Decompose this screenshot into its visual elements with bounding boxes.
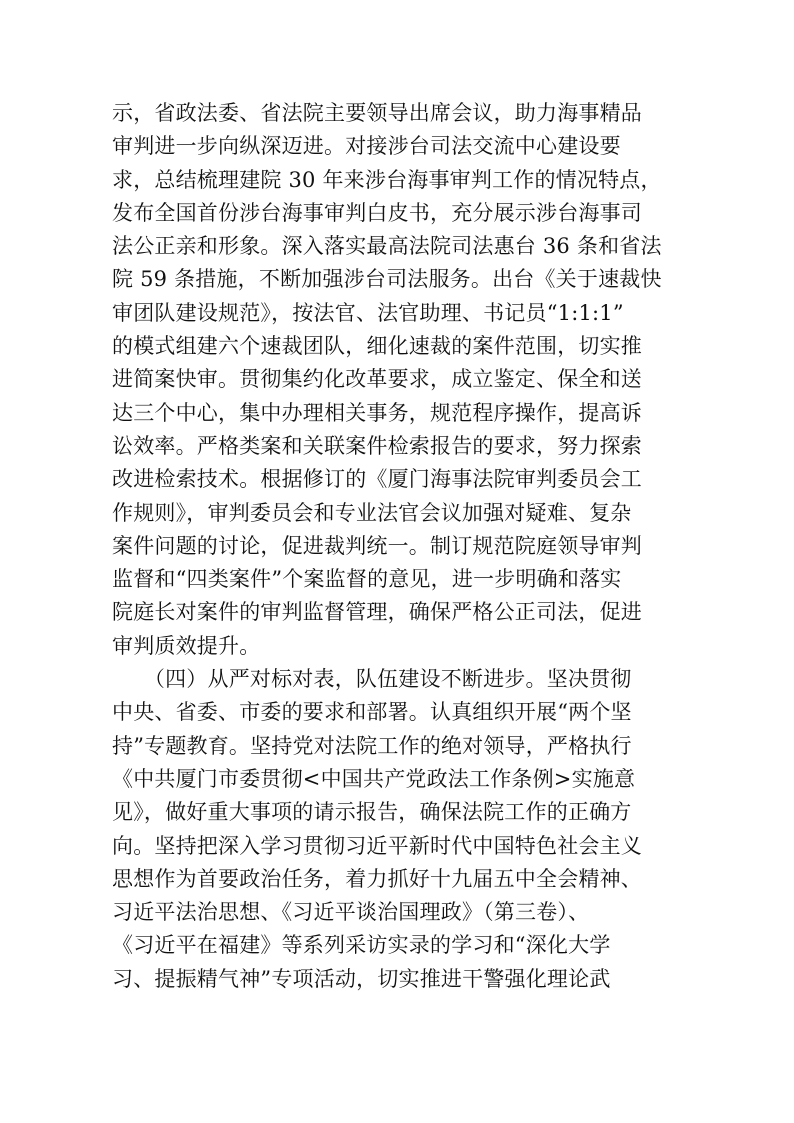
text-line: 向。坚持把深入学习贯彻习近平新时代中国特色社会主义: [112, 833, 642, 858]
text-line: 中央、省委、市委的要求和部署。认真组织开展“两个坚: [112, 700, 632, 725]
text-line: 法公正亲和形象。深入落实最高法院司法惠台 36 条和省法: [112, 234, 662, 259]
text-line: 审判进一步向纵深迈进。对接涉台司法交流中心建设要: [112, 134, 621, 159]
text-line: 院庭长对案件的审判监督管理，确保严格公正司法，促进: [112, 600, 642, 625]
text-line: 的模式组建六个速裁团队，细化速裁的案件范围，切实推: [112, 334, 642, 359]
text-line: 讼效率。严格类案和关联案件检索报告的要求，努力探索: [112, 433, 642, 458]
text-line: 院 59 条措施，不断加强涉台司法服务。出台《关于速裁快: [112, 267, 662, 292]
text-line: 改进检索技术。根据修订的《厦门海事法院审判委员会工: [112, 467, 642, 492]
text-line: 作规则》，审判委员会和专业法官会议加强对疑难、复杂: [112, 500, 632, 525]
text-line: 达三个中心，集中办理相关事务，规范程序操作，提高诉: [112, 400, 642, 425]
text-line: 见》，做好重大事项的请示报告，确保法院工作的正确方: [112, 800, 632, 825]
body-text: [112, 97, 682, 996]
text-line: 审判质效提升。: [112, 633, 261, 658]
text-line: 示，省政法委、省法院主要领导出席会议，助力海事精品: [112, 101, 642, 125]
text-line: 案件问题的讨论，促进裁判统一。制订规范院庭领导审判: [112, 533, 642, 558]
text-line: 习、提振精气神”专项活动，切实推进干警强化理论武: [112, 966, 611, 991]
text-line: 《习近平在福建》等系列采访实录的学习和“深化大学: [112, 933, 611, 958]
text-line: 持”专题教育。坚持党对法院工作的绝对领导，严格执行: [112, 733, 632, 758]
text-line: 思想作为首要政治任务，着力抓好十九届五中全会精神、: [112, 866, 642, 891]
text-line: 习近平法治思想、《习近平谈治国理政》（第三卷）、: [112, 900, 590, 925]
section-heading-line: （四）从严对标对表，队伍建设不断进步。坚决贯彻: [112, 667, 632, 692]
text-line: 《中共厦门市委贯彻<中国共产党政法工作条例>实施意: [112, 766, 636, 791]
text-line: 进简案快审。贯彻集约化改革要求，成立鉴定、保全和送: [112, 367, 642, 392]
text-line: 发布全国首份涉台海事审判白皮书，充分展示涉台海事司: [112, 200, 642, 225]
text-line: 监督和“四类案件”个案监督的意见，进一步明确和落实: [112, 567, 622, 592]
text-line: 审团队建设规范》，按法官、法官助理、书记员“1:1:1”: [112, 300, 624, 325]
text-line: 求，总结梳理建院 30 年来涉台海事审判工作的情况特点，: [112, 167, 662, 192]
